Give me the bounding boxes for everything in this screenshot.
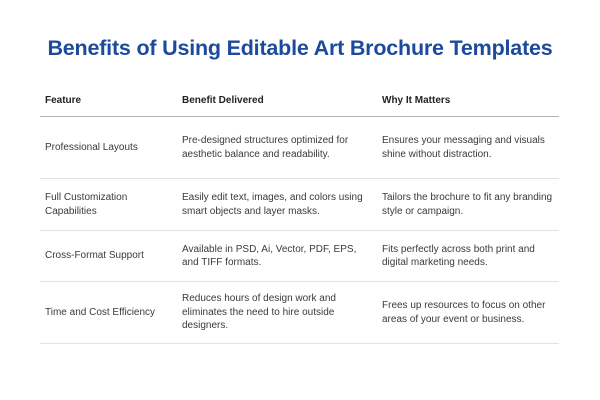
- header-feature: Feature: [45, 95, 82, 106]
- benefit-cell: Reduces hours of design work and eliminates the need to hire outside designers.: [182, 293, 336, 332]
- why-cell: Tailors the brochure to fit any branding style or campaign.: [382, 192, 553, 217]
- feature-cell: Full Customization Capabilities: [45, 192, 128, 217]
- why-cell: Ensures your messaging and visuals shine without distraction.: [382, 135, 545, 160]
- header-benefit: Benefit Delivered: [182, 95, 264, 106]
- table-header-row: [40, 94, 559, 117]
- feature-cell: Professional Layouts: [45, 141, 138, 153]
- benefits-table: [40, 94, 559, 344]
- table-row: [40, 117, 559, 179]
- why-cell: Frees up resources to focus on other areas of your event or business.: [382, 300, 546, 325]
- benefit-cell: Available in PSD, Ai, Vector, PDF, EPS, and TIFF formats.: [182, 243, 357, 268]
- benefit-cell: Pre-designed structures optimized for aesthetic balance and readability.: [182, 135, 349, 160]
- header-why: Why It Matters: [382, 95, 451, 106]
- feature-cell: Cross-Format Support: [45, 250, 144, 262]
- why-cell: Fits perfectly across both print and digital marketing needs.: [382, 243, 535, 268]
- benefit-cell: Easily edit text, images, and colors using smart objects and layer masks.: [182, 192, 363, 217]
- table-row: [40, 231, 559, 282]
- table-row: [40, 179, 559, 231]
- table-row: [40, 282, 559, 344]
- feature-cell: Time and Cost Efficiency: [45, 306, 156, 318]
- page-title: Benefits of Using Editable Art Brochure Templates: [47, 36, 553, 60]
